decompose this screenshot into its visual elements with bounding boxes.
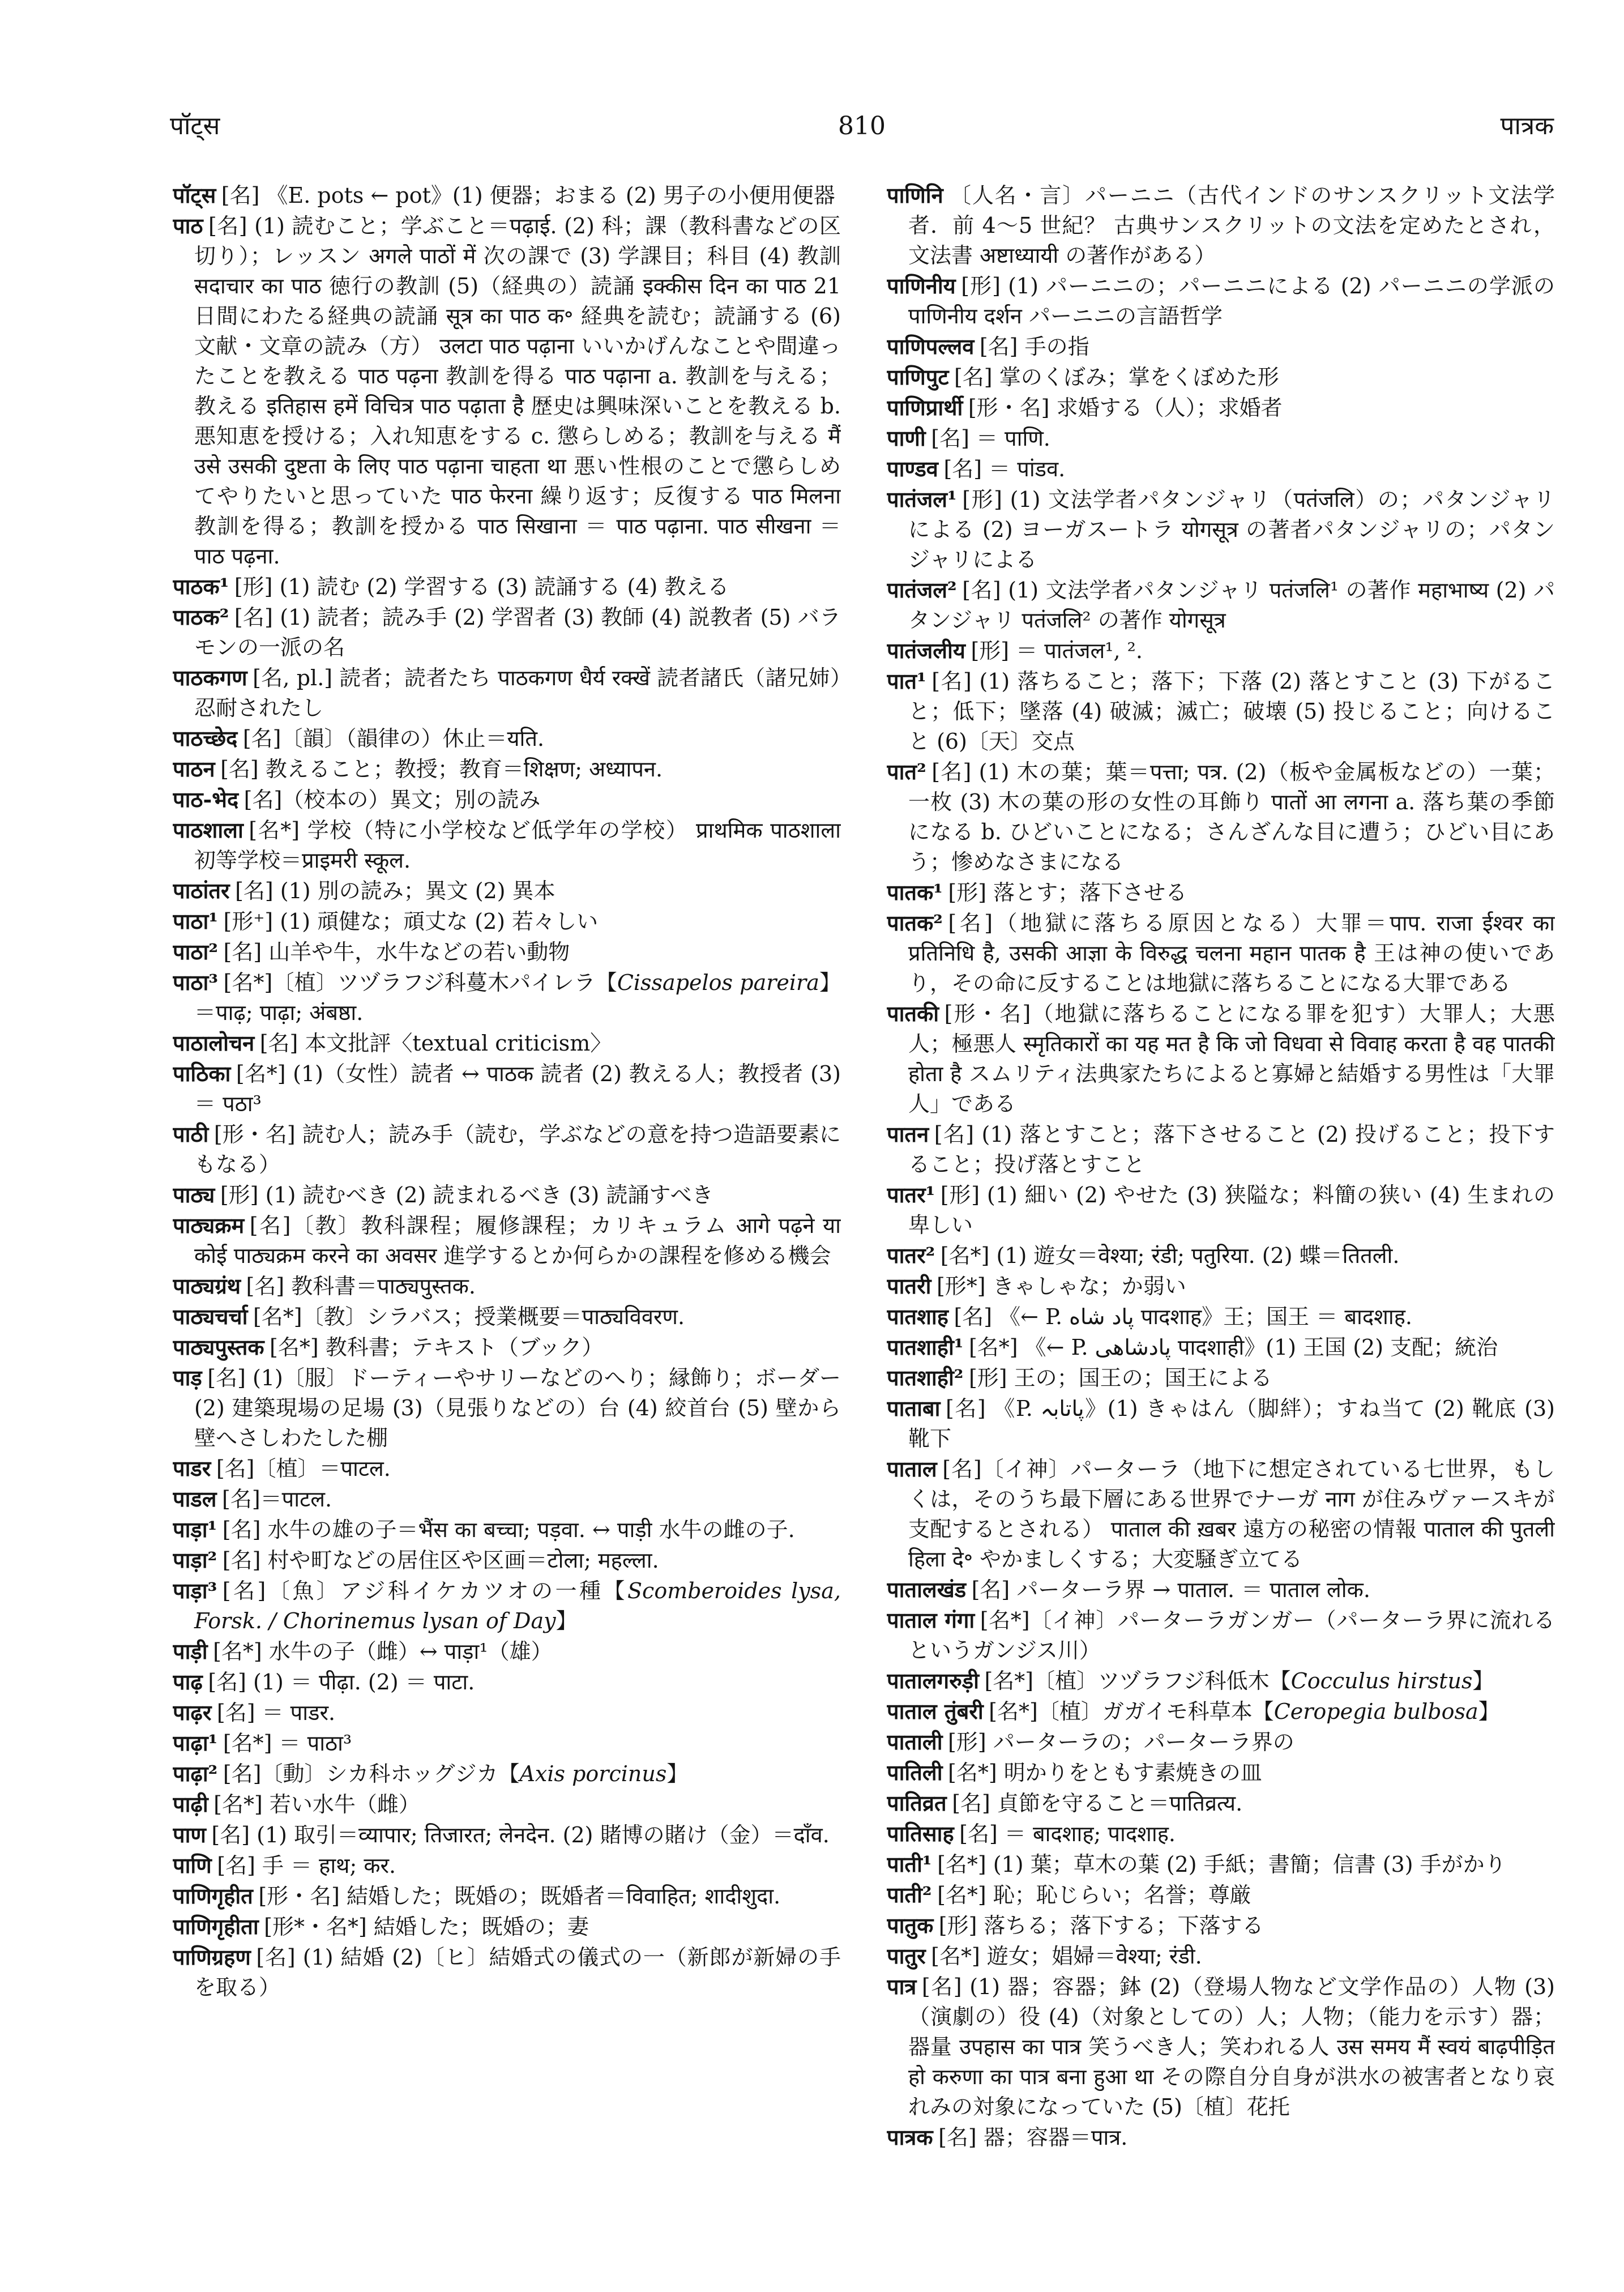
dictionary-entry: [173, 784, 841, 815]
definition-text: [名] ＝ पाणि.: [931, 426, 1050, 451]
headword: पाठशाला: [173, 817, 243, 843]
dictionary-entry: [887, 1180, 1555, 1240]
headword: पाणिनि: [887, 182, 943, 208]
dictionary-entry: [173, 906, 841, 937]
dictionary-entry: [173, 815, 841, 876]
definition-text: [名] (1) 落ちること；落下；下落 (2) 落とすこと (3) 下がること；低下；墜落 (4) 破滅；滅亡；破壊 (5) 投じること；向けること (6)〔天〕交点: [908, 669, 1555, 754]
headword: पाढ़: [173, 1669, 203, 1695]
definition-text: [名*]〔イ神〕パーターラガンガー（パーターラ界に流れるというガンジス川）: [908, 1608, 1555, 1663]
definition-text: [名] 掌のくぼみ；掌をくぼめた形: [954, 365, 1279, 390]
dictionary-entry: [887, 998, 1555, 1119]
headword: पात्रक: [887, 2124, 933, 2150]
headword: पातंजलीय: [887, 638, 965, 663]
headword: पाडर: [173, 1456, 211, 1481]
headword: पाठा²: [173, 939, 218, 964]
headword: पाठक¹: [173, 574, 229, 599]
dictionary-entry: [887, 908, 1555, 998]
definition-text: [名]〔植〕＝पाटल.: [216, 1456, 391, 1481]
definition-text: [名] (1) ＝ पीढ़ा. (2) ＝ पाटा.: [208, 1670, 475, 1695]
headword: पाठी: [173, 1121, 209, 1147]
dictionary-entry: [173, 1484, 841, 1514]
headword: पाड़ा³: [173, 1578, 217, 1603]
dictionary-entry: [887, 1301, 1555, 1332]
headword: पाठक²: [173, 604, 229, 630]
definition-text: [名*]〔植〕ツヅラフジ科低木【: [984, 1668, 1291, 1693]
dictionary-entry: [887, 454, 1555, 484]
headword: पॉट्स: [173, 182, 216, 208]
dictionary-entry: [173, 1119, 841, 1180]
definition-text: [名] (1) 取引＝व्यापार; तिजारत; लेनदेन. (2) 賭博の賭け（金）＝दाँव.: [211, 1822, 830, 1847]
dictionary-entry: [887, 1696, 1555, 1727]
right-column: [887, 180, 1555, 2276]
left-column: [173, 180, 841, 2276]
dictionary-entry: [173, 602, 841, 663]
dictionary-entry: [173, 663, 841, 723]
definition-text: [名] (1) 文法学者パタンジャリ पतंजलि¹ の著作 महाभाष्य (2) パタンジャリ पतंजलि² の著作 योगसूत्र: [908, 578, 1555, 633]
definition-text: 】: [1478, 1699, 1500, 1724]
dictionary-entry: [887, 1727, 1555, 1757]
headword: पाणिग्रहण: [173, 1944, 251, 1970]
headword: पाठच्छेद: [173, 725, 238, 751]
headword: पाड़: [173, 1365, 202, 1390]
definition-text: [名]〔韻〕（韻律の）休止＝यति.: [242, 726, 545, 751]
dictionary-entry: [173, 1911, 841, 1942]
headword: पाताल गंगा: [887, 1607, 975, 1633]
definition-text: [形] 落とす；落下させる: [948, 880, 1187, 905]
headword: पाठ्य: [173, 1182, 215, 1207]
definition-text: [名] 村や町などの居住区や区画＝टोला; महल्ला.: [222, 1548, 659, 1573]
definition-text: [名] 手の指: [979, 334, 1089, 359]
dictionary-entry: [173, 1820, 841, 1850]
headword: पाणि: [173, 1853, 212, 1878]
definition-text: [形] (1) パーニニの；パーニニによる (2) パーニニの学派の पाणिनीय दर्शन パーニニの言語哲学: [908, 274, 1555, 328]
headword: पातशाही¹: [887, 1334, 964, 1360]
definition-text: [名] (1) 別の読み；異文 (2) 異本: [235, 878, 555, 903]
definition-text: [名*] (1)（女性）読者 ↔ पाठक 読者 (2) 教える人；教授者 (3) ＝ पठा³: [194, 1061, 841, 1116]
headword: पातकी: [887, 1001, 939, 1026]
headword: पाणिप्रार्थी: [887, 395, 963, 420]
headword: पाठ्यग्रंथ: [173, 1273, 241, 1299]
scientific-name: Ceropegia bulbosa: [1273, 1699, 1478, 1724]
headword: पाताली: [887, 1729, 943, 1755]
dictionary-entry: [887, 1757, 1555, 1788]
dictionary-entry: [887, 757, 1555, 877]
headword: पात्र: [887, 1974, 917, 1999]
definition-text: [形] 王の；国王の；国王による: [968, 1365, 1272, 1390]
dictionary-entry: [887, 1880, 1555, 1910]
dictionary-entry: [173, 1514, 841, 1545]
dictionary-entry: [887, 484, 1555, 575]
headword: पाठकगण: [173, 665, 247, 690]
headword: पातंजल²: [887, 577, 957, 603]
dictionary-entry: [173, 1453, 841, 1484]
dictionary-entry: [173, 1850, 841, 1881]
dictionary-entry: [887, 1332, 1555, 1363]
headword: पाढ़ा¹: [173, 1730, 218, 1756]
headword: पाणिगृहीता: [173, 1914, 259, 1939]
definition-text: [名*]〔植〕ガガイモ科草本【: [989, 1699, 1274, 1724]
dictionary-entry: [173, 1759, 841, 1789]
definition-text: [名] 《P. پاتابہ》(1) きゃはん（脚絆）；すね当て (2) 靴底 (3) 靴下: [908, 1396, 1555, 1451]
headword: पातालगरुड़ी: [887, 1668, 979, 1693]
dictionary-entry: [173, 1636, 841, 1667]
dictionary-entry: [173, 876, 841, 906]
page-header: [170, 108, 1554, 145]
dictionary-entry: [173, 1301, 841, 1332]
right-guide-word: पात्रक: [1500, 112, 1554, 140]
definition-text: [名] 本文批評〈textual criticism〉: [259, 1031, 612, 1056]
definition-text: [名] 貞節を守ること＝पातिव्रत्य.: [952, 1791, 1243, 1816]
headword: पाताबा: [887, 1395, 941, 1421]
dictionary-entry: [887, 1666, 1555, 1696]
headword: पाढ़र: [173, 1700, 212, 1725]
headword: पाठ्यचर्चा: [173, 1304, 248, 1329]
definition-text: 〔人名・言〕パーニニ（古代インドのサンスクリット文法学者．前 4～5 世紀？ 古典サンスクリットの文法を定めたとされ，文法書 अष्टाध्यायी の著作がある）: [908, 183, 1555, 268]
dictionary-entry: [173, 754, 841, 784]
dictionary-entry: [887, 635, 1555, 666]
definition-text: [名] 《E. pots ← pot》(1) 便器；おまる (2) 男子の小便用便器: [221, 183, 835, 208]
dictionary-entry: [173, 723, 841, 754]
definition-text: [名] (1) 器；容器；鉢 (2)（登場人物など文学作品の）人物 (3)（演劇の）役 (4)（対象としての）人；人物；（能力を示す）器；器量 उपहास का पात्र 笑うべき人；笑われる人 उस समय मैं स्वयं बाढ़पीड़ित हो करुणा का पात्र बना हुआ था その際自分自身が洪水の被害者となり哀れみの対象になっていた (5)〔植〕花托: [908, 1974, 1555, 2119]
definition-text: [名]〔動〕シカ科ホッグジカ【: [223, 1761, 520, 1786]
definition-text: 】: [555, 1608, 578, 1633]
headword: पातिसाह: [887, 1821, 954, 1846]
definition-text: [名] ＝ बादशाह; पादशाह.: [959, 1821, 1176, 1846]
dictionary-entry: [173, 967, 841, 1028]
headword: पाठा¹: [173, 908, 218, 934]
headword: पातक²: [887, 910, 943, 936]
definition-text: [名] ＝ पांडव.: [943, 456, 1066, 481]
dictionary-entry: [887, 1605, 1555, 1666]
definition-text: [名*] 遊女；娼婦＝वेश्या; रंडी.: [931, 1944, 1202, 1969]
dictionary-entry: [887, 392, 1555, 423]
definition-text: [名] 教科書＝पाठ्यपुस्तक.: [246, 1274, 476, 1299]
definition-text: [名*] 《← P. پادشاهی पादशाही》(1) 王国 (2) 支配；統治: [968, 1335, 1498, 1360]
headword: पातन: [887, 1121, 929, 1147]
headword: पातशाह: [887, 1304, 948, 1329]
headword: पातर¹: [887, 1182, 935, 1207]
headword: पातशाही²: [887, 1365, 964, 1390]
definition-text: 】: [666, 1761, 689, 1786]
dictionary-entry: [887, 2122, 1555, 2153]
definition-text: [形] (1) 文法学者パタンジャリ（पतंजलि）の；パタンジャリによる (2) ヨーガスートラ योगसूत्र の著者パタンジャリの；パタンジャリによる: [908, 487, 1555, 572]
definition-text: [名, pl.] 読者；読者たち पाठकगण धैर्य रक्खें 読者諸氏（諸兄姉）忍耐されたし: [194, 665, 841, 720]
definition-text: [名] (1) 落とすこと；落下させること (2) 投げること；投下すること；投げ落とすこと: [908, 1122, 1555, 1177]
definition-text: [名] 《← P. پاد شاه पादशाह》王；国王 ＝ बादशाह.: [954, 1304, 1412, 1329]
headword: पाड़ी: [173, 1638, 208, 1664]
dictionary-entry: [173, 1667, 841, 1697]
definition-text: [形*・名*] 結婚した；既婚の；妻: [264, 1914, 589, 1939]
headword: पाठ-भेद: [173, 787, 239, 812]
dictionary-entry: [887, 1119, 1555, 1180]
definition-text: [形⁺] (1) 頑健な；頑丈な (2) 若々しい: [223, 909, 599, 934]
dictionary-entry: [887, 666, 1555, 757]
definition-text: [名]（校本の）異文；別の読み: [243, 787, 541, 812]
scientific-name: Cissapelos pareira: [617, 970, 819, 995]
page-number: 810: [838, 112, 886, 140]
headword: पाठांतर: [173, 878, 230, 903]
definition-text: [名]＝पाटल.: [222, 1487, 332, 1512]
definition-text: [形] ＝ पातंजल¹, ².: [971, 638, 1143, 663]
headword: पाण्डव: [887, 456, 938, 481]
dictionary-entry: [887, 331, 1555, 362]
headword: पाणी: [887, 425, 926, 451]
left-guide-word: पॉट्स: [170, 112, 220, 140]
definition-text: [名] パーターラ界 → पाताल. ＝ पाताल लोक.: [971, 1577, 1370, 1602]
headword: पाताल तुंबरी: [887, 1698, 984, 1724]
dictionary-entry: [887, 1910, 1555, 1941]
headword: पाठ: [173, 213, 203, 238]
headword: पाठिका: [173, 1061, 231, 1086]
definition-text: [名] 教えること；教授；教育＝शिक्षण; अध्यापन.: [220, 757, 663, 782]
definition-text: [名] (1) 読むこと；学ぶこと＝पढ़ाई. (2) 科；課（教科書などの区切り）；レッスン अगले पाठों में 次の課で (3) 学課目；科目 (4) 教訓 सदाचार का पाठ 徳行の教訓 (5)（経典の）読誦 इक्कीस दिन का पाठ 21 日間にわたる経典の読誦 सूत्र का पाठ क॰ 経典を読む；読誦する (6) 文献・文章の読み（方） उलटा पाठ पढ़ाना いいかげんなことや間違ったことを教える पाठ पढ़ना 教訓を得る पाठ पढ़ाना a. 教訓を与える；教える इतिहास हमें विचित्र पाठ पढ़ाता है 歴史は興味深いことを教える b. 悪知恵を授ける；入れ知恵をする c. 懲らしめる；教訓を与える मैं उसे उसकी दुष्टता के लिए पाठ पढ़ाना चाहता था 悪い性根のことで懲らしめてやりたいと思っていた पाठ फेरना 繰り返す；反復する पाठ मिलना 教訓を得る；教訓を授かる पाठ सिखाना ＝ पाठ पढ़ाना. पाठ सीखना ＝ पाठ पढ़ना.: [194, 214, 841, 569]
headword: पाणिपुट: [887, 364, 949, 390]
headword: पाड़ा¹: [173, 1517, 217, 1542]
dictionary-entry: [173, 937, 841, 967]
definition-text: [名*] 明かりをともす素焼きの皿: [948, 1760, 1262, 1785]
dictionary-entry: [887, 423, 1555, 454]
definition-text: [名] 山羊や牛，水牛などの若い動物: [223, 940, 570, 964]
definition-text: [形] (1) 読むべき (2) 読まれるべき (3) 読誦すべき: [220, 1183, 713, 1207]
headword: पाड़ा²: [173, 1547, 217, 1573]
headword: पाठ्यपुस्तक: [173, 1334, 264, 1360]
dictionary-entry: [173, 1180, 841, 1210]
definition-text: [名]〔教〕教科課程；履修課程；カリキュラム आगे पढ़ने या कोई पाठ्यक्रम करने का अवसर 進学するとか何らかの課程を修める機会: [194, 1213, 841, 1268]
dictionary-entry: [173, 1881, 841, 1911]
definition-text: [名] 手 ＝ हाथ; कर.: [217, 1853, 396, 1878]
dictionary-entry: [173, 1545, 841, 1576]
definition-text: [名*]〔植〕ツヅラフジ科蔓木パイレラ【: [223, 970, 617, 995]
definition-text: [名]〔魚〕アジ科イケカツオの一種【: [222, 1578, 628, 1603]
dictionary-entry: [173, 1210, 841, 1271]
headword: पाठन: [173, 756, 215, 782]
dictionary-entry: [173, 1271, 841, 1301]
definition-text: [名*] 恥；恥じらい；名誉；尊厳: [937, 1883, 1251, 1907]
headword: पाठालोचन: [173, 1030, 255, 1056]
definition-text: [名*] 若い水牛（雌）: [213, 1792, 420, 1817]
definition-text: [形*] きゃしゃな；か弱い: [936, 1274, 1186, 1299]
headword: पाठा³: [173, 970, 218, 995]
headword: पाणिनीय: [887, 273, 956, 298]
definition-text: [名*] 教科書；テキスト（ブック）: [270, 1335, 604, 1360]
scientific-name: Cocculus hirstus: [1290, 1668, 1473, 1693]
dictionary-entry: [887, 1941, 1555, 1971]
definition-text: [名*]〔教〕シラバス；授業概要＝पाठ्यविवरण.: [253, 1304, 685, 1329]
scientific-name: Scomberoides lysa, Forsk. / Chorinemus lysan of Day: [194, 1578, 841, 1633]
dictionary-entry: [887, 1971, 1555, 2122]
dictionary-entry: [173, 1332, 841, 1363]
headword: पातिव्रत: [887, 1790, 947, 1816]
definition-text: [形] パーターラの；パーターラ界の: [948, 1730, 1294, 1755]
dictionary-entry: [887, 1240, 1555, 1271]
definition-text: [名*] 水牛の子（雌）↔ पाड़ा¹（雄）: [213, 1639, 553, 1664]
definition-text: [名] 器；容器＝पात्र.: [938, 2125, 1128, 2150]
headword: पातंजल¹: [887, 486, 957, 512]
dictionary-entry: [173, 1576, 841, 1636]
dictionary-entry: [887, 1454, 1555, 1574]
dictionary-entry: [887, 877, 1555, 908]
definition-text: [形・名] 求婚する（人）；求婚者: [968, 395, 1283, 420]
definition-text: [形・名]（地獄に落ちることになる罪を犯す）大罪人；大悪人；極悪人 स्मृतिकारों का यह मत है कि जो विधवा से विवाह करता है वह पातकी होता है スムリティ法典家たちによると寡婦と結婚する男性は「大罪人」である: [908, 1001, 1555, 1116]
dictionary-entry: [887, 575, 1555, 635]
headword: पाढ़ा²: [173, 1761, 218, 1786]
dictionary-entry: [887, 1819, 1555, 1849]
headword: पातरी: [887, 1273, 931, 1299]
dictionary-entry: [173, 571, 841, 602]
dictionary-entry: [173, 1058, 841, 1119]
headword: पाठ्यक्रम: [173, 1213, 245, 1238]
dictionary-entry: [887, 362, 1555, 392]
headword: पाडल: [173, 1486, 217, 1512]
headword: पात¹: [887, 668, 926, 694]
dictionary-entry: [887, 1271, 1555, 1301]
headword: पाती²: [887, 1882, 932, 1907]
headword: पातिली: [887, 1760, 943, 1785]
definition-text: [名] (1) 読者；読み手 (2) 学習者 (3) 教師 (4) 説教者 (5) バラモンの一派の名: [194, 605, 841, 660]
headword: पाती¹: [887, 1851, 932, 1877]
dictionary-entry: [887, 1363, 1555, 1393]
dictionary-entry: [887, 1788, 1555, 1819]
headword: पाताल: [887, 1456, 937, 1482]
scientific-name: Axis porcinus: [519, 1761, 667, 1786]
headword: पातर²: [887, 1243, 935, 1268]
dictionary-entry: [173, 1028, 841, 1058]
definition-text: [名] (1)〔服〕ドーティーやサリーなどのへり；縁飾り；ボーダー (2) 建築現場の足場 (3)（見張りなどの）台 (4) 絞首台 (5) 壁から壁へさしわたした棚: [194, 1365, 841, 1450]
headword: पाणिगृहीत: [173, 1883, 253, 1909]
dictionary-entry: [887, 1849, 1555, 1880]
headword: पाणिपल्लव: [887, 334, 975, 359]
definition-text: [形] 落ちる；落下する；下落する: [938, 1913, 1264, 1938]
dictionary-entry: [887, 1393, 1555, 1454]
dictionary-entry: [173, 180, 841, 211]
definition-text: [名*] (1) 葉；草木の葉 (2) 手紙；書簡；信書 (3) 手がかり: [937, 1852, 1506, 1877]
headword: पात²: [887, 759, 926, 784]
definition-text: 】: [1472, 1668, 1494, 1693]
definition-text: [形・名] 読む人；読み手（読む，学ぶなどの意を持つ造語要素にもなる）: [194, 1122, 841, 1177]
dictionary-entry: [173, 211, 841, 571]
headword: पाढ़ी: [173, 1791, 208, 1817]
definition-text: [名*] ＝ पाठा³: [223, 1731, 352, 1756]
dictionary-entry: [173, 1363, 841, 1453]
dictionary-entry: [173, 1789, 841, 1820]
definition-text: 】＝पाढ़; पाढ़ा; अंबष्ठा.: [194, 970, 841, 1025]
definition-text: [名] (1) 結婚 (2)〔ヒ〕結婚式の儀式の一（新郎が新婦の手を取る）: [194, 1945, 841, 2000]
definition-text: [形] (1) 細い (2) やせた (3) 狭隘な；料簡の狭い (4) 生まれの卑しい: [908, 1183, 1555, 1237]
definition-text: [形・名] 結婚した；既婚の；既婚者＝विवाहित; शादीशुदा.: [258, 1884, 781, 1909]
definition-text: [形] (1) 読む (2) 学習する (3) 読誦する (4) 教える: [234, 574, 729, 599]
definition-text: [名] (1) 木の葉；葉＝पत्ता; पत्र. (2)（板や金属板などの）一葉；一枚 (3) 木の葉の形の女性の耳飾り पातों आ लगना a. 落ち葉の季節になる b. ひどいことになる；さんざんな目に遭う；ひどい目にあう；惨めなさまになる: [908, 759, 1555, 874]
definition-text: [名]（地獄に落ちる原因となる）大罪＝पाप. राजा ईश्वर का प्रतिनिधि है, उसकी आज्ञा के विरुद्ध चलना महान पातक है 王は神の使いであり，その命に反することは地獄に落ちることになる大罪である: [908, 911, 1555, 996]
headword: पातुक: [887, 1913, 934, 1938]
definition-text: [名]〔イ神〕パーターラ（地下に想定されている七世界，もしくは，そのうち最下層にある世界でナーガ नाग が住みヴァースキが支配するとされる） पाताल की ख़बर 遠方の秘密の情報 पाताल की पुतली हिला दे॰ やかましくする；大変騒ぎ立てる: [908, 1457, 1555, 1572]
dictionary-entry: [887, 180, 1555, 271]
dictionary-entry: [173, 1697, 841, 1728]
headword: पातक¹: [887, 880, 943, 905]
definition-text: [名] ＝ पाडर.: [216, 1700, 336, 1725]
headword: पाण: [173, 1822, 206, 1847]
definition-text: [名*] 学校（特に小学校など低学年の学校） प्राथमिक पाठशाला 初等学校＝प्राइमरी स्कूल.: [194, 818, 841, 873]
dictionary-entry: [887, 1574, 1555, 1605]
dictionary-entry: [173, 1728, 841, 1759]
headword: पातुर: [887, 1943, 926, 1969]
dictionary-entry: [173, 1942, 841, 2003]
dictionary-entry: [887, 271, 1555, 331]
definition-text: [名*] (1) 遊女＝वेश्या; रंडी; पतुरिया. (2) 蝶＝तितली.: [940, 1243, 1400, 1268]
definition-text: [名] 水牛の雄の子＝भैंस का बच्चा; पड़वा. ↔ पाड़ी 水牛の雌の子.: [222, 1517, 795, 1542]
headword: पातालखंड: [887, 1577, 967, 1602]
